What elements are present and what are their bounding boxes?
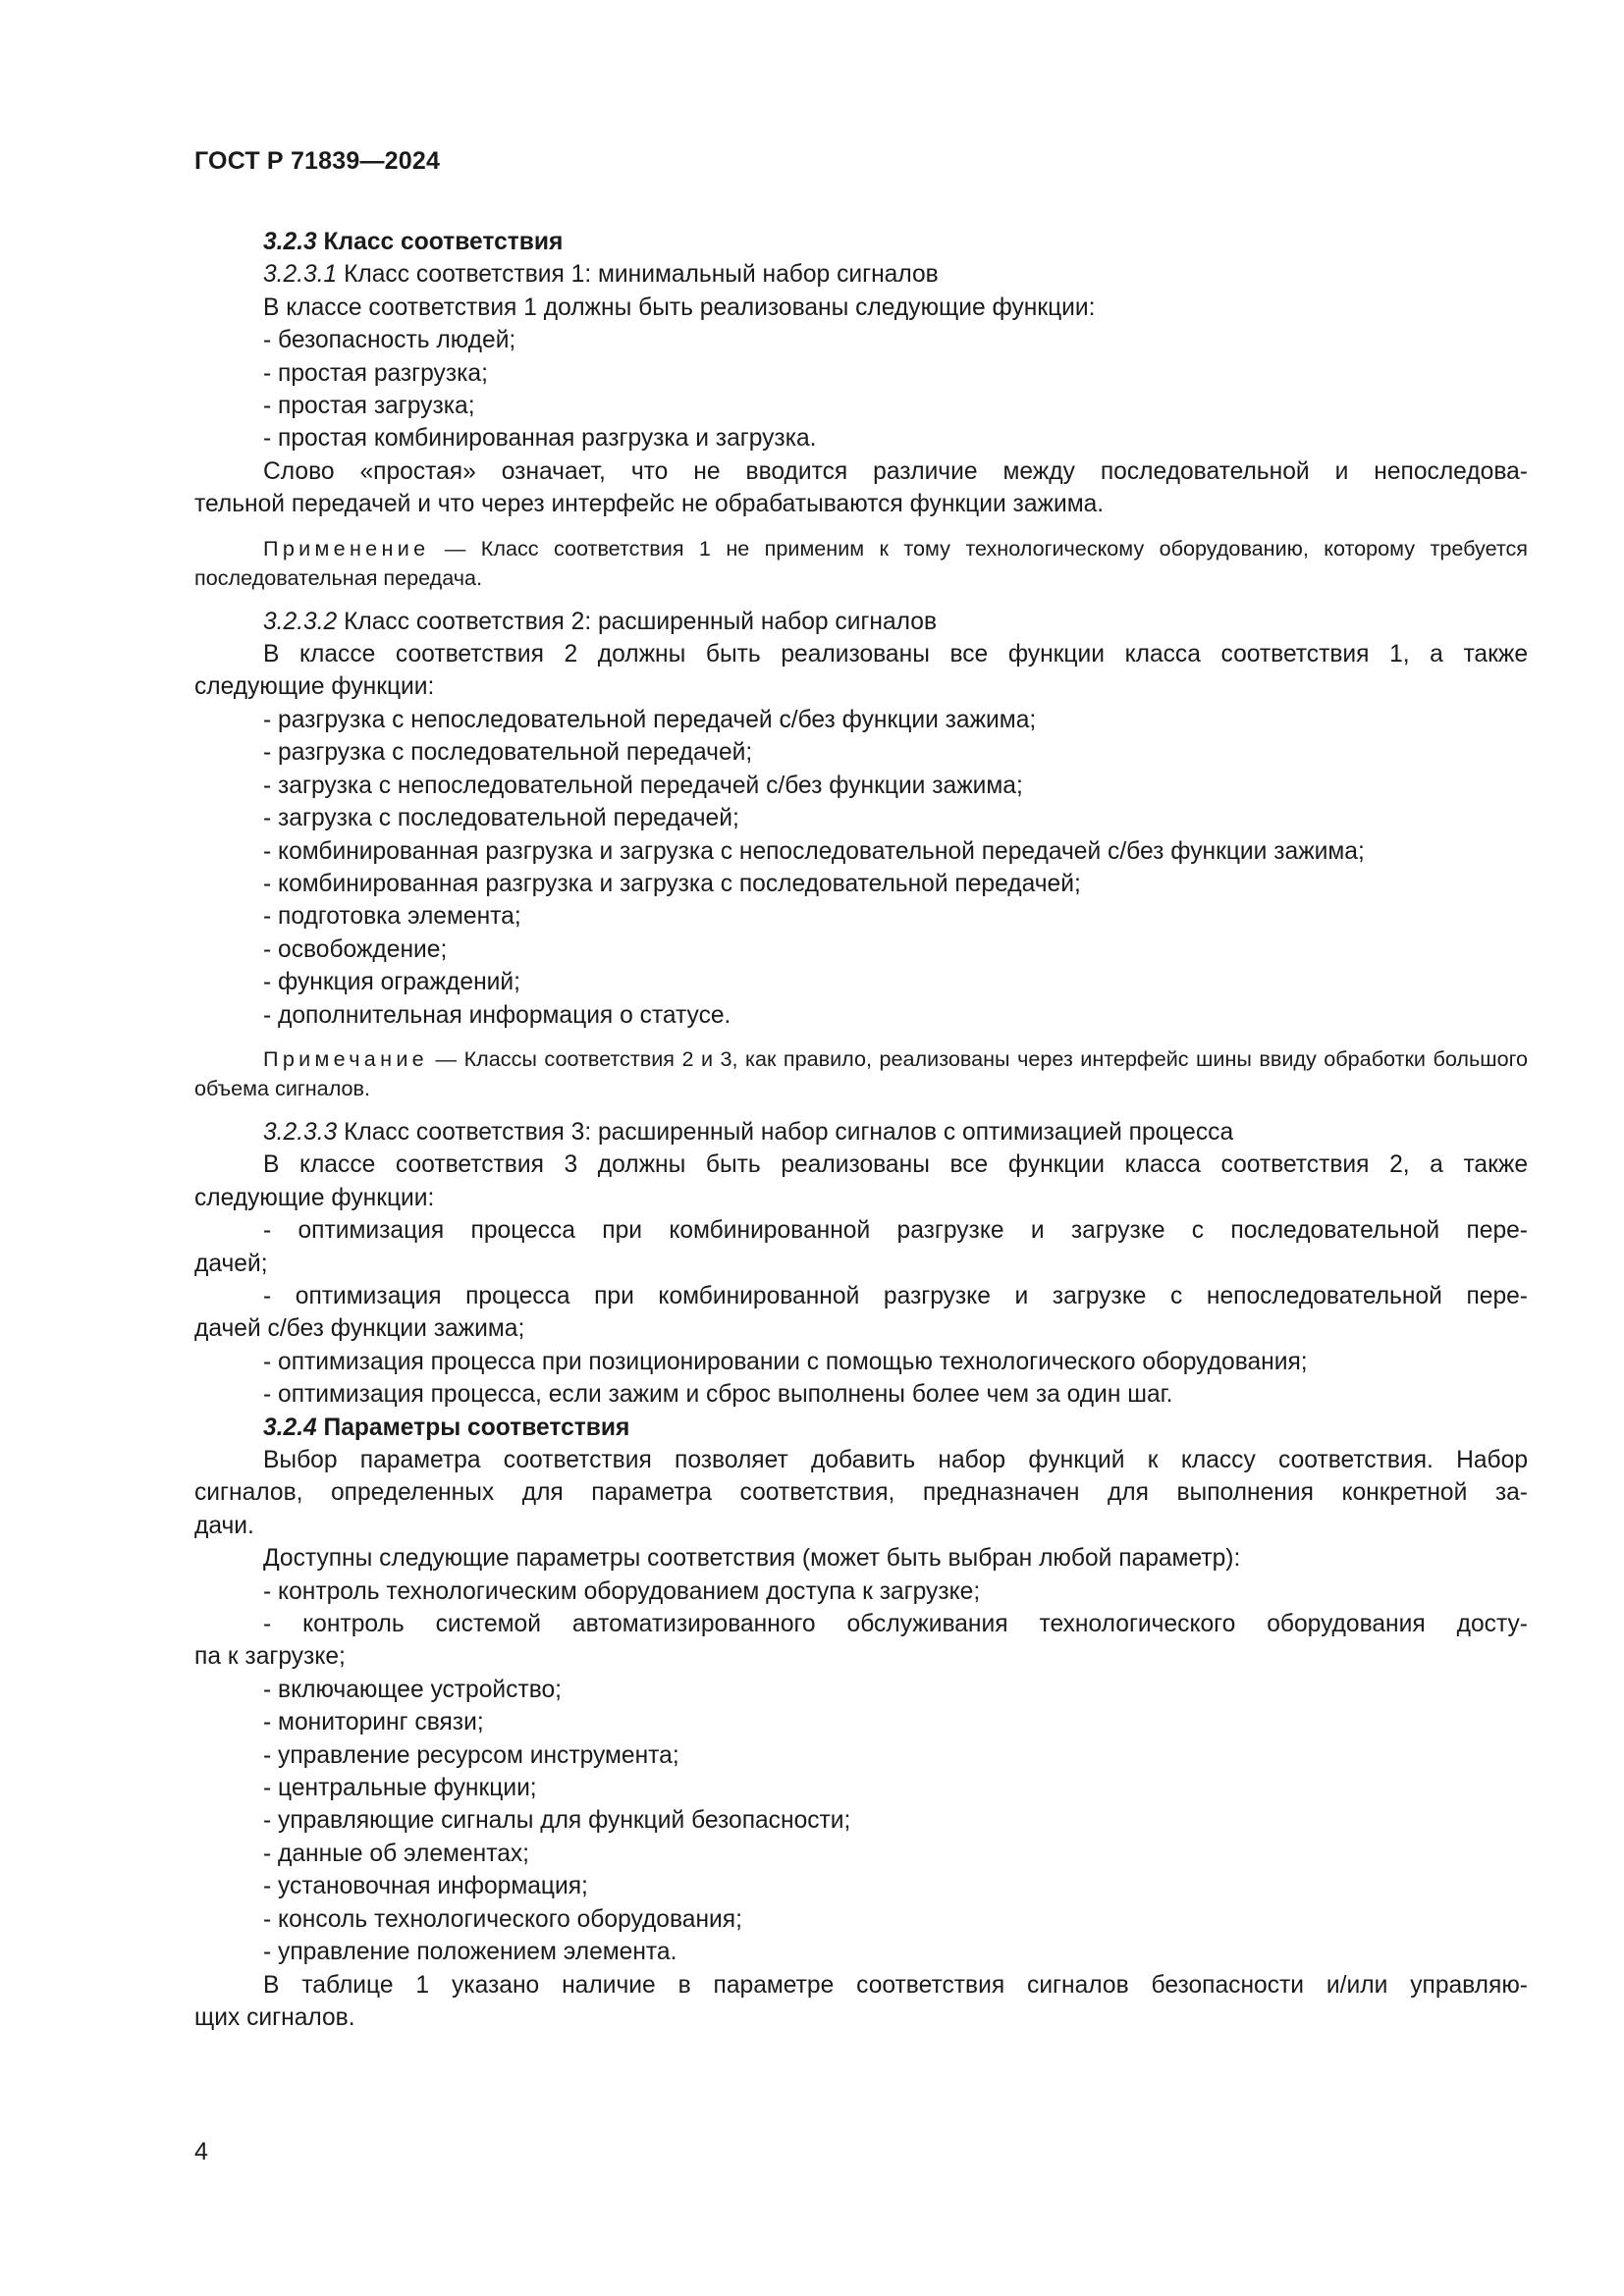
list-item: - консоль технологического оборудования; xyxy=(263,1905,742,1933)
paragraph-line: В классе соответствия 2 должны быть реализованы все функции класса соответствия 1, а также xyxy=(263,641,1528,668)
list-item: - данные об элементах; xyxy=(263,1840,530,1867)
list-item-line: дачей; xyxy=(194,1250,268,1277)
list-item: - загрузка с непоследовательной передачей с/без функции зажима; xyxy=(263,772,1023,799)
paragraph-line: следующие функции: xyxy=(194,1184,435,1211)
document-code: ГОСТ Р 71839—2024 xyxy=(194,147,441,175)
paragraph-line: дачи. xyxy=(194,1512,254,1539)
list-item-line: па к загрузке; xyxy=(194,1643,346,1671)
list-item-line: дачей с/без функции зажима; xyxy=(194,1315,525,1343)
list-class-2 xyxy=(194,704,1528,1032)
paragraph-line: следующие функции: xyxy=(194,673,435,701)
note-label: Применение xyxy=(263,535,430,561)
note-label: Примечание xyxy=(263,1045,428,1071)
list-item: - освобождение; xyxy=(263,935,448,963)
list-item: - безопасность людей; xyxy=(263,327,516,354)
page-number: 4 xyxy=(194,2138,208,2165)
paragraph-line: В таблице 1 указано наличие в параметре соответствия сигналов безопасности и/или управляю- xyxy=(263,1971,1528,1999)
list-item-line: - контроль системой автоматизированного обслуживания технологического оборудования досту- xyxy=(263,1611,1528,1638)
list-class-3 xyxy=(194,1214,1528,1411)
list-item: - управляющие сигналы для функций безопасности; xyxy=(263,1807,851,1835)
list-item: - управление ресурсом инструмента; xyxy=(263,1741,679,1769)
section-title: Параметры соответствия xyxy=(323,1414,630,1441)
paragraph-line: В классе соответствия 3 должны быть реализованы все функции класса соответствия 2, а также xyxy=(263,1151,1528,1179)
list-item: - загрузка с последовательной передачей; xyxy=(263,805,739,832)
list-item: - включающее устройство; xyxy=(263,1676,563,1703)
section-title: Класс соответствия 1: минимальный набор сигналов xyxy=(344,261,939,289)
list-item: - оптимизация процесса, если зажим и сброс выполнены более чем за один шаг. xyxy=(263,1381,1173,1409)
list-item-line: - оптимизация процесса при комбинированной разгрузке и загрузке с непоследовательной пере- xyxy=(263,1282,1528,1309)
list-item: - центральные функции; xyxy=(263,1775,537,1802)
list-item: - комбинированная разгрузка и загрузка с последовательной передачей; xyxy=(263,870,1081,897)
paragraph-line: тельной передачей и что через интерфейс не обрабатываются функции зажима. xyxy=(194,491,1105,518)
list-item: - комбинированная разгрузка и загрузка с непоследовательной передачей с/без функции зажима; xyxy=(263,837,1365,865)
section-3-2-3-heading xyxy=(194,226,1528,258)
list-item: - простая загрузка; xyxy=(263,393,475,420)
list-item-line: - оптимизация процесса при комбинированной разгрузке и загрузке с последовательной пере- xyxy=(263,1217,1528,1245)
section-3-2-4-heading xyxy=(194,1412,1528,1444)
list-item: - мониторинг связи; xyxy=(263,1709,484,1736)
list-item: - простая комбинированная разгрузка и загрузка. xyxy=(263,425,817,453)
section-title: Класс соответствия 3: расширенный набор сигналов с оптимизацией процесса xyxy=(344,1118,1234,1146)
section-number: 3.2.3 xyxy=(263,229,317,255)
section-number: 3.2.3.2 xyxy=(263,608,338,635)
list-class-1 xyxy=(194,324,1528,455)
note-remark xyxy=(194,1044,1528,1103)
list-item: - простая разгрузка; xyxy=(263,359,488,387)
section-number: 3.2.3.1 xyxy=(263,261,338,289)
list-item: - подготовка элемента; xyxy=(263,903,521,931)
list-item: - дополнительная информация о статусе. xyxy=(263,1001,731,1029)
section-3-2-3-1-heading xyxy=(194,258,1528,291)
section-3-2-3-3-heading xyxy=(194,1116,1528,1148)
paragraph-line: Слово «простая» означает, что не вводится различие между последовательной и непоследова- xyxy=(263,457,1528,485)
section-3-2-3-2-heading xyxy=(194,606,1528,638)
list-item: - функция ограждений; xyxy=(263,969,520,996)
list-item: - разгрузка с непоследовательной передачей с/без функции зажима; xyxy=(263,706,1037,733)
section-title: Класс соответствия xyxy=(323,229,564,255)
paragraph: В классе соответствия 1 должны быть реализованы следующие функции: xyxy=(263,294,1096,321)
paragraph-line: Выбор параметра соответствия позволяет добавить набор функций к классу соответствия. Набор xyxy=(263,1447,1528,1473)
list-parameters xyxy=(194,1575,1528,1969)
paragraph: Доступны следующие параметры соответствия (может быть выбран любой параметр): xyxy=(263,1545,1241,1573)
document-body xyxy=(194,226,1528,2034)
list-item: - контроль технологическим оборудованием доступа к загрузке; xyxy=(263,1577,981,1605)
section-number: 3.2.3.3 xyxy=(263,1118,338,1146)
paragraph-line: сигналов, определенных для параметра соответствия, предназначен для выполнения конкретной за- xyxy=(194,1479,1528,1507)
note-text: — Классы соответствия 2 и 3, как правило, реализованы через интерфейс шины ввиду обработки большого объема сигналов. xyxy=(194,1045,1528,1100)
note-text: — Класс соответствия 1 не применим к тому технологическому оборудованию, которому требуется последовательная передача. xyxy=(194,535,1528,590)
paragraph-line: щих сигналов. xyxy=(194,2003,355,2031)
list-item: - разгрузка с последовательной передачей; xyxy=(263,739,753,767)
list-item: - установочная информация; xyxy=(263,1873,588,1900)
section-title: Класс соответствия 2: расширенный набор сигналов xyxy=(344,608,938,635)
note-application xyxy=(194,534,1528,593)
list-item: - оптимизация процесса при позиционировании с помощью технологического оборудования; xyxy=(263,1348,1308,1375)
list-item: - управление положением элемента. xyxy=(263,1939,677,1966)
section-number: 3.2.4 xyxy=(263,1414,317,1441)
